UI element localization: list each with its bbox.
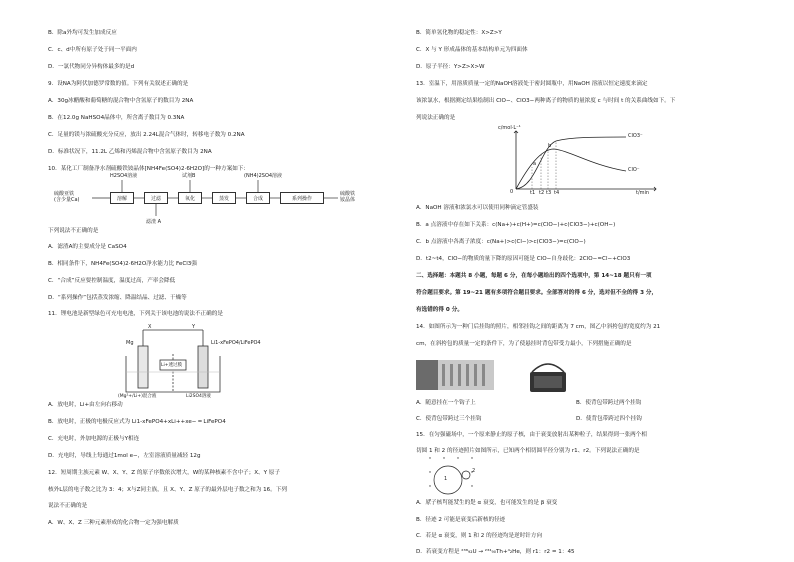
q13-option-a: A．NaOH 溶液和浓氯水可以使用同种滴定管盛装 [416,205,539,211]
left-solution-label: (Mg²+/Li+)混合液 [118,394,157,399]
battery-diagram [108,326,278,401]
q9-option-b: B．在12.0g NaHSO4晶体中，所含离子数目为 0.3NA [48,115,185,121]
q14-option-b: B．使背包带跨过两个挂钩 [576,400,642,406]
q9-option-c: C．足量的镁与浓硫酸充分反应，放出 2.24L混合气体时，转移电子数为 0.2NA [48,132,245,138]
q10-prompt: 下列说法不正确的是 [48,228,99,234]
section2-heading-line2: 符合题目要求。第 19~21 题有多项符合题目要求。全部答对的得 6 分，选对但不全的得 3 分， [416,290,658,296]
q9-stem: 9．设NA为阿伏加德罗常数的值。下列有关叙述正确的是 [48,81,189,87]
q15-option-b: B．径迹 2 可能是衰变后新核的径迹 [416,517,506,523]
concentration-chart [496,127,666,197]
tangent-circles-drawing [426,454,486,506]
battery-drawing [108,326,278,401]
q12-stem-line3: 说法不正确的是 [48,503,88,509]
process-flowchart [48,172,388,242]
point-b-label: b [548,143,552,149]
q9-option-d: D．标准状况下，11.2L 乙烯和丙烯混合物中含氢原子数目为 2NA [48,149,212,155]
q11-option-b: B．放电时，正极的电极反应式为 Li1-xFePO4+xLi++xe− ═ LiFePO4 [48,419,226,425]
flow-step-dissolve: 溶解 [110,192,134,204]
q14-option-c: C．使背包带跨过三个挂钩 [416,416,482,422]
q15-option-d: D．若衰变方程是 ²³⁸₉₂U → ²³⁴₉₀Th+⁴₂He，则 r1：r2 = 1：45 [416,549,575,555]
q12-stem-line2: 核外L层的电子数之比为 3：4；X与Z同主族，且 X、Y、Z 原子的最外层电子数之和为 16。下列 [48,487,287,493]
flow-product: 硫酸铁 铵晶体 [340,191,356,203]
q13-stem-line1: 13．室温下，用溶质质量一定的NaOH溶液处于密封圆瓶中，用NaOH 溶液以恒定速度来滴定 [416,81,648,87]
membrane-label: Li+透过膜 [161,363,183,368]
q10-option-b: B．相同条件下，NH4Fe(SO4)2·6H2O净水能力比 FeCl3强 [48,261,197,267]
q10-option-d: D．“系列操作”包括蒸发浓缩、降温结晶、过滤、干燥等 [48,295,187,301]
q10-stem: 10．某化工厂制备净水剂硫酸铁铵晶体[NH4Fe(SO4)2·6H2O]的一种方案如下： [48,166,249,172]
tick-t1: t1 [530,190,536,196]
flow-residue-a: 滤渣 A [146,219,162,225]
flow-raw-material: 硫酸亚铁 (含少量Ca) [54,191,80,203]
q11-option-a: A．放电时，Li+由左向右移动 [48,402,123,408]
q12-option-c: C．X 与 Y 形成晶体的基本结构单元为四面体 [416,47,528,53]
q13-option-d: D．t2~t4，ClO−的物质的量下降的原因可能是 ClO−自身歧化：2ClO−=Cl−+ClO3 [416,256,631,262]
q12-stem-line1: 12．短周期主族元素 W、X、Y、Z 的原子序数依次增大，W的某种核素不含中子；X、Y 原子 [48,470,281,476]
flowchart-arrows [48,172,388,242]
chart-origin: 0 [510,189,514,195]
series-label-clo3: ClO3⁻ [628,133,643,139]
flow-input-reagent-b: 试剂B [182,173,196,179]
point-a-label: a [533,161,537,167]
section2-heading-line1: 二、选择题：本题共 8 小题，每题 6 分，在每小题给出的四个选项中，第 14~18 题只有一项 [416,273,652,279]
q11-stem: 11．锂电池是新型绿色可充电电池，下列关于该电池的说法不正确的是 [48,311,223,317]
right-solution-label: Li2SO4溶液 [186,394,211,399]
q13-option-b: B．a 点溶液中存在如下关系：c(Na+)+c(H+)=c(ClO−)+c(ClO3−)+c(OH−) [416,222,616,228]
q12-option-b: B．简单氢化物的稳定性：X>Z>Y [416,30,502,36]
circle-2-label: 2 [472,468,476,474]
q8-option-b: B．除a外均可发生加成反应 [48,30,117,36]
flow-step-series-ops: 系列操作 [280,192,324,204]
q9-option-a: A．30g冰醋酸和葡萄糖的混合物中含氢原子的数目为 2NA [48,98,194,104]
q13-option-c: C．b 点溶液中各离子浓度：c(Na+)>c(Cl−)>c(ClO3−)=c(ClO−) [416,239,586,245]
q15-stem-line2: 切圆 1 和 2 的径迹照片如图所示，已知两个相切圆半径分别为 r1、r2。下列说法正确的是 [416,448,640,454]
section2-heading-line3: 有选错的得 0 分。 [416,307,463,313]
q15-stem-line1: 15．在匀强磁场中，一个原来静止的原子核，由于衰变放射出某种粒子，结果得到一张两个相 [416,432,647,438]
q14-stem-line2: cm，在斜挎包的质量一定的条件下，为了使悬挂时背包带受力最小，下列措施正确的是 [416,341,632,347]
q13-stem-line2: 该浓氯水，根据测定结果绘制出 ClO−、ClO3−两种离子的物质的量浓度 c 与时间 t 的关系曲线如下。下 [416,98,676,104]
q13-stem-line3: 列说法正确的是 [416,115,456,121]
chart-ylabel: c/mol·L⁻¹ [498,125,521,131]
q12-option-a: A．W、X、Z 三种元素形成的化合物一定为强电解质 [48,520,179,526]
q8-option-d: D．一氯代物同分异构体最多的是d [48,64,135,70]
tick-t3: t3 [546,190,552,196]
circle-1-label: 1 [444,476,448,482]
flow-input-ammonium-sulfate: (NH4)2SO4溶液 [244,173,283,179]
chart-xlabel: t/min [636,190,650,196]
hook-and-bag-image [416,358,756,394]
q11-option-c: C．充电时，外加电源的正极与Y相连 [48,436,140,442]
q14-option-a: A．随意挂在一个钩子上 [416,400,476,406]
q15-option-a: A．原子核可能发生的是 α 衰变，也可能发生的是 β 衰变 [416,500,558,506]
flow-input-h2so4: H2SO4溶液 [110,173,138,179]
q14-stem-line1: 14．如图所示为一种门后挂钩的照片，相邻挂钩之间的距离为 7 cm，图乙中斜挎包的宽度约为 21 [416,324,661,330]
q11-option-d: D．充电时，导线上每通过1mol e−，左室溶液质量减轻 12g [48,453,201,459]
flow-step-evaporate: 蒸发 [212,192,236,204]
q10-option-a: A．滤渣A的主要成分是 CaSO4 [48,244,127,250]
mg-electrode-label: Mg [126,340,134,346]
q8-option-c: C．c、d中所有原子处于同一平面内 [48,47,137,53]
terminal-x: X [148,324,152,330]
q15-option-c: C．若是 α 衰变，则 1 和 2 的径迹均是逆时针方向 [416,533,543,539]
flow-step-oxidize: 氧化 [178,192,202,204]
q12-option-d: D．原子半径：Y>Z>X>W [416,64,485,70]
tangent-circles-figure [426,454,486,506]
flow-step-filter: 过滤 [144,192,168,204]
cathode-label: Li1-xFePO4/LiFePO4 [211,340,261,346]
flow-step-synthesize: 合成 [246,192,270,204]
hook-photo [416,358,756,394]
q14-option-d: D．使背包带跨过四个挂钩 [576,416,642,422]
q10-option-c: C．“合成”反应要控制温度，温度过高，产率会降低 [48,278,176,284]
tick-t2: t2 [539,190,545,196]
terminal-y: Y [192,324,196,330]
tick-t4: t4 [554,190,560,196]
series-label-clo: ClO⁻ [628,167,640,173]
